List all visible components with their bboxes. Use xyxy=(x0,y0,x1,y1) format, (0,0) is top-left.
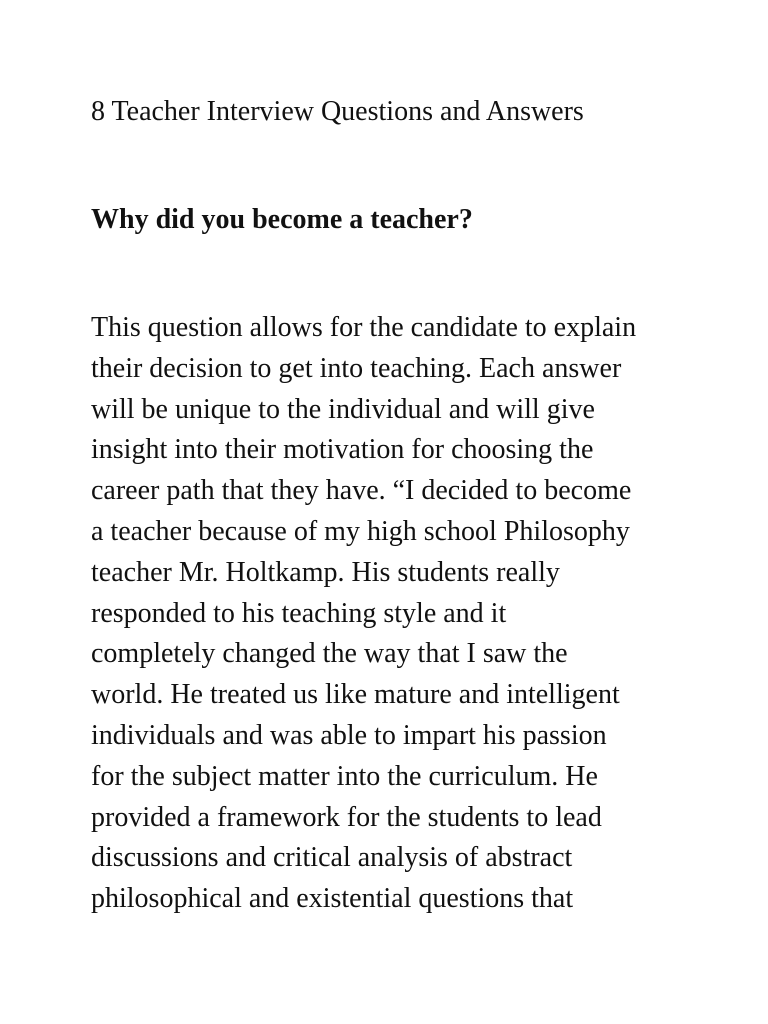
answer-line: world. He treated us like mature and intelligent xyxy=(91,679,620,711)
answer-paragraph xyxy=(91,308,711,920)
answer-line: a teacher because of my high school Philosophy xyxy=(91,515,630,547)
answer-line: philosophical and existential questions that xyxy=(91,883,574,915)
answer-line: teacher Mr. Holtkamp. His students really xyxy=(91,556,560,588)
question-heading: Why did you become a teacher? xyxy=(91,204,473,235)
answer-line: responded to his teaching style and it xyxy=(91,597,507,629)
answer-line: This question allows for the candidate to explain xyxy=(91,312,637,343)
answer-line: provided a framework for the students to lead xyxy=(91,801,602,833)
answer-line: their decision to get into teaching. Each answer xyxy=(91,352,622,384)
answer-line: individuals and was able to impart his passion xyxy=(91,719,607,751)
answer-line: career path that they have. “I decided to become xyxy=(91,475,632,507)
answer-line: completely changed the way that I saw the xyxy=(91,638,568,670)
answer-line: discussions and critical analysis of abstract xyxy=(91,842,573,874)
answer-line: will be unique to the individual and will give xyxy=(91,393,595,425)
document-title: 8 Teacher Interview Questions and Answers xyxy=(91,96,584,127)
answer-line: insight into their motivation for choosing the xyxy=(91,434,594,466)
answer-line: for the subject matter into the curriculum. He xyxy=(91,760,598,792)
